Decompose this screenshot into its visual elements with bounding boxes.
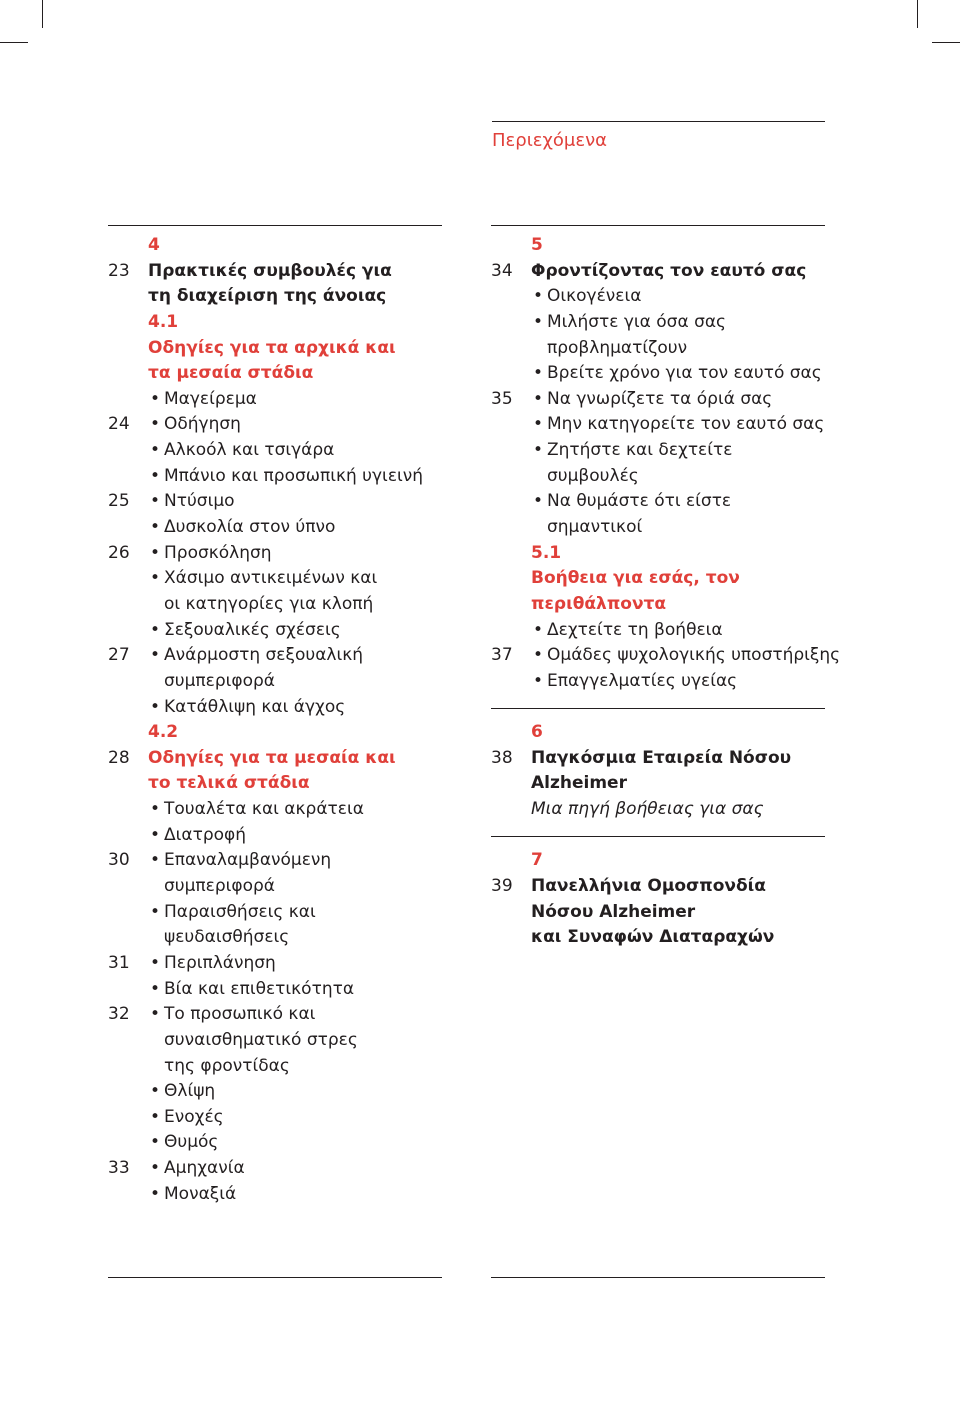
toc-entry-bullet[interactable]: [108, 695, 442, 721]
toc-entry-bullet[interactable]: [108, 1130, 442, 1156]
toc-entry-bullet[interactable]: [108, 1079, 442, 1105]
toc-entry-title[interactable]: [491, 900, 825, 926]
toc-entry-heading-number[interactable]: [491, 720, 825, 746]
bullet-icon: •: [150, 645, 161, 666]
toc-entry-bullet[interactable]: [108, 464, 442, 490]
bullet-icon: •: [150, 491, 161, 512]
entry-text: περιθάλποντα: [531, 593, 667, 614]
page-number: 39: [491, 876, 513, 897]
entry-text: Μπάνιο και προσωπική υγιεινή: [164, 465, 424, 486]
entry-text: Διατροφή: [164, 824, 247, 845]
entry-text: το τελικά στάδια: [148, 773, 310, 794]
entry-text: Ενοχές: [164, 1106, 224, 1127]
entry-text: οι κατηγορίες για κλοπή: [164, 593, 374, 614]
toc-entry-bullet[interactable]: [108, 438, 442, 464]
toc-entry-heading-number[interactable]: [108, 233, 442, 259]
toc-entry-italic[interactable]: [491, 797, 825, 823]
entry-text: Μιλήστε για όσα σας: [547, 311, 727, 332]
entry-text: Φροντίζοντας τον εαυτό σας: [531, 260, 807, 281]
toc-entry-cont[interactable]: [108, 874, 442, 900]
entry-text: 5: [531, 235, 543, 255]
page-number: 31: [108, 952, 130, 973]
entry-text: και Συναφών Διαταραχών: [531, 927, 775, 948]
entry-text: της φροντίδας: [164, 1055, 290, 1076]
entry-text: Προσκόληση: [164, 542, 272, 563]
entry-text: Οδήγηση: [164, 414, 241, 435]
toc-entry-bullet[interactable]: [108, 412, 442, 438]
toc-entry-bullet[interactable]: [491, 361, 825, 387]
entry-text: Οδηγίες για τα μεσαία και: [148, 747, 396, 768]
toc-entry-cont[interactable]: [108, 1054, 442, 1080]
entry-text: Βοήθεια για εσάς, τον: [531, 568, 740, 589]
page-number: 28: [108, 747, 130, 768]
left-top-rule: [108, 225, 442, 226]
crop-mark-left: [42, 0, 43, 28]
toc-entry-bullet[interactable]: [108, 387, 442, 413]
entry-text: Οδηγίες για τα αρχικά και: [148, 337, 396, 358]
toc-entry-bullet[interactable]: [108, 1182, 442, 1208]
entry-text: Παγκόσμια Εταιρεία Νόσου: [531, 747, 792, 768]
toc-entry-cont[interactable]: [108, 1028, 442, 1054]
toc-entry-bullet[interactable]: [108, 951, 442, 977]
bullet-icon: •: [533, 363, 544, 384]
toc-entry-section[interactable]: [491, 592, 825, 618]
page-number: 24: [108, 414, 130, 435]
bullet-icon: •: [150, 901, 161, 922]
toc-entry-bullet[interactable]: [491, 284, 825, 310]
section-divider: [491, 836, 825, 837]
entry-text: Παραισθήσεις και: [164, 901, 316, 922]
entry-text: Να θυμάστε ότι είστε: [547, 491, 732, 512]
entry-text: Ομάδες ψυχολογικής υποστήριξης: [547, 645, 841, 666]
page-number: 33: [108, 1158, 130, 1179]
toc-entry-section[interactable]: [108, 746, 442, 772]
bullet-icon: •: [150, 799, 161, 820]
toc-entry-bullet[interactable]: [108, 900, 442, 926]
entry-text: Οικογένεια: [547, 286, 642, 307]
toc-right-column: [491, 233, 841, 951]
toc-entry-section[interactable]: [108, 771, 442, 797]
toc-entry-title[interactable]: [491, 771, 825, 797]
bullet-icon: •: [150, 414, 161, 435]
header-rule: [492, 121, 825, 122]
toc-entry-bullet[interactable]: [108, 566, 442, 592]
entry-text: Αλκοόλ και τσιγάρα: [164, 440, 335, 461]
toc-entry-bullet[interactable]: [108, 541, 442, 567]
entry-text: 4: [148, 235, 160, 255]
page-number: 35: [491, 388, 513, 409]
right-bottom-rule: [491, 1277, 825, 1278]
toc-entry-cont[interactable]: [491, 515, 825, 541]
bullet-icon: •: [150, 1158, 161, 1179]
entry-text: Σεξουαλικές σχέσεις: [164, 619, 341, 640]
bullet-icon: •: [533, 388, 544, 409]
entry-text: Ανάρμοστη σεξουαλική: [164, 645, 364, 666]
toc-entry-bullet[interactable]: [108, 1105, 442, 1131]
toc-entry-bullet[interactable]: [491, 310, 825, 336]
page-number: 38: [491, 747, 513, 768]
right-top-rule: [491, 225, 825, 226]
toc-entry-bullet[interactable]: [491, 643, 841, 669]
entry-text: Πρακτικές συμβουλές για: [148, 260, 392, 281]
toc-entry-bullet[interactable]: [491, 412, 825, 438]
entry-text: τη διαχείριση της άνοιας: [148, 286, 387, 307]
toc-entry-section[interactable]: [491, 566, 825, 592]
entry-text: Τουαλέτα και ακράτεια: [164, 799, 364, 820]
entry-text: 4.2: [148, 722, 179, 743]
entry-text: συμπεριφορά: [164, 670, 276, 691]
entry-text: προβληματίζουν: [547, 337, 688, 358]
bullet-icon: •: [150, 952, 161, 973]
bullet-icon: •: [150, 517, 161, 538]
left-bottom-rule: [108, 1277, 442, 1278]
crop-mark-right-h: [932, 42, 960, 43]
section-divider: [491, 708, 825, 709]
bullet-icon: •: [150, 1004, 161, 1025]
entry-text: Δυσκολία στον ύπνο: [164, 517, 336, 538]
page-number: 37: [491, 645, 513, 666]
entry-text: Βία και επιθετικότητα: [164, 978, 355, 999]
entry-text: Ντύσιμο: [164, 491, 235, 512]
toc-entry-bullet[interactable]: [108, 643, 442, 669]
toc-entry-bullet[interactable]: [491, 618, 825, 644]
toc-entry-bullet[interactable]: [108, 489, 442, 515]
entry-text: Μαγείρεμα: [164, 388, 257, 409]
entry-text: συμβουλές: [547, 465, 639, 486]
toc-entry-bullet[interactable]: [108, 1002, 442, 1028]
toc-entry-bullet[interactable]: [108, 515, 442, 541]
entry-text: Βρείτε χρόνο για τον εαυτό σας: [547, 363, 822, 384]
page-number: 23: [108, 260, 130, 281]
toc-entry-heading-number[interactable]: [491, 233, 825, 259]
entry-text: Αμηχανία: [164, 1158, 245, 1179]
bullet-icon: •: [533, 286, 544, 307]
entry-text: Το προσωπικό και: [164, 1004, 316, 1025]
page-number: 25: [108, 491, 130, 512]
page-number: 34: [491, 260, 513, 281]
entry-text: σημαντικοί: [547, 517, 643, 538]
entry-text: Μοναξιά: [164, 1183, 237, 1204]
entry-text: Πανελλήνια Ομοσπονδία: [531, 876, 766, 897]
toc-entry-bullet[interactable]: [108, 977, 442, 1003]
entry-text: Δεχτείτε τη βοήθεια: [547, 619, 723, 640]
toc-entry-title[interactable]: [491, 874, 825, 900]
bullet-icon: •: [533, 491, 544, 512]
toc-entry-heading-number[interactable]: [108, 310, 442, 336]
crop-mark-right: [917, 0, 918, 28]
entry-text: Θλίψη: [164, 1081, 216, 1102]
bullet-icon: •: [150, 850, 161, 871]
page-title: Περιεχόμενα: [492, 130, 608, 151]
toc-entry-cont[interactable]: [491, 464, 825, 490]
toc-entry-bullet[interactable]: [491, 669, 825, 695]
toc-entry-bullet[interactable]: [108, 823, 442, 849]
toc-entry-bullet[interactable]: [108, 848, 442, 874]
toc-entry-section[interactable]: [108, 361, 442, 387]
entry-text: Περιπλάνηση: [164, 952, 276, 973]
bullet-icon: •: [533, 311, 544, 332]
bullet-icon: •: [533, 619, 544, 640]
bullet-icon: •: [150, 568, 161, 589]
bullet-icon: •: [150, 619, 161, 640]
toc-entry-bullet[interactable]: [491, 387, 825, 413]
bullet-icon: •: [150, 1081, 161, 1102]
entry-text: Κατάθλιψη και άγχος: [164, 696, 346, 717]
page-number: 27: [108, 645, 130, 666]
entry-text: Ζητήστε και δεχτείτε: [547, 440, 733, 461]
entry-text: Χάσιμο αντικειμένων και: [164, 568, 378, 589]
toc-left-column: [108, 233, 442, 1207]
bullet-icon: •: [150, 1106, 161, 1127]
page-number: 30: [108, 850, 130, 871]
toc-entry-bullet[interactable]: [108, 618, 442, 644]
toc-entry-title[interactable]: [491, 259, 825, 285]
entry-text: Μην κατηγορείτε τον εαυτό σας: [547, 414, 825, 435]
crop-mark-left-h: [0, 42, 28, 43]
toc-entry-title[interactable]: [491, 925, 825, 951]
toc-entry-cont[interactable]: [108, 925, 442, 951]
toc-entry-bullet[interactable]: [108, 1156, 442, 1182]
toc-entry-bullet[interactable]: [491, 438, 825, 464]
entry-text: 7: [531, 850, 543, 871]
entry-text: Επαναλαμβανόμενη: [164, 850, 332, 871]
entry-text: Alzheimer: [531, 773, 627, 794]
entry-text: Μια πηγή βοήθειας για σας: [531, 799, 764, 820]
toc-entry-bullet[interactable]: [108, 797, 442, 823]
toc-entry-section[interactable]: [108, 336, 442, 362]
toc-entry-cont[interactable]: [108, 592, 442, 618]
entry-text: Νόσου Alzheimer: [531, 901, 696, 922]
toc-entry-title[interactable]: [108, 259, 442, 285]
entry-text: τα μεσαία στάδια: [148, 363, 314, 384]
entry-text: ψευδαισθήσεις: [164, 927, 290, 948]
toc-entry-title[interactable]: [491, 746, 825, 772]
bullet-icon: •: [533, 670, 544, 691]
bullet-icon: •: [150, 1183, 161, 1204]
entry-text: συναισθηματικό στρες: [164, 1029, 358, 1050]
bullet-icon: •: [150, 824, 161, 845]
toc-entry-heading-number[interactable]: [491, 541, 825, 567]
page-number: 26: [108, 542, 130, 563]
toc-entry-cont[interactable]: [108, 669, 442, 695]
page-number: 32: [108, 1004, 130, 1025]
entry-text: 4.1: [148, 311, 179, 332]
bullet-icon: •: [533, 645, 544, 666]
entry-text: Επαγγελματίες υγείας: [547, 670, 738, 691]
bullet-icon: •: [150, 1132, 161, 1153]
entry-text: 6: [531, 722, 543, 743]
bullet-icon: •: [533, 440, 544, 461]
bullet-icon: •: [150, 388, 161, 409]
toc-entry-cont[interactable]: [491, 336, 825, 362]
bullet-icon: •: [150, 440, 161, 461]
bullet-icon: •: [150, 696, 161, 717]
entry-text: Να γνωρίζετε τα όριά σας: [547, 388, 773, 409]
toc-entry-heading-number[interactable]: [108, 720, 442, 746]
bullet-icon: •: [150, 465, 161, 486]
bullet-icon: •: [533, 414, 544, 435]
bullet-icon: •: [150, 542, 161, 563]
entry-text: Θυμός: [164, 1132, 219, 1153]
toc-entry-heading-number[interactable]: [491, 848, 825, 874]
entry-text: συμπεριφορά: [164, 876, 276, 897]
entry-text: 5.1: [531, 542, 562, 563]
bullet-icon: •: [150, 978, 161, 999]
toc-entry-bullet[interactable]: [491, 489, 825, 515]
toc-entry-title[interactable]: [108, 284, 442, 310]
